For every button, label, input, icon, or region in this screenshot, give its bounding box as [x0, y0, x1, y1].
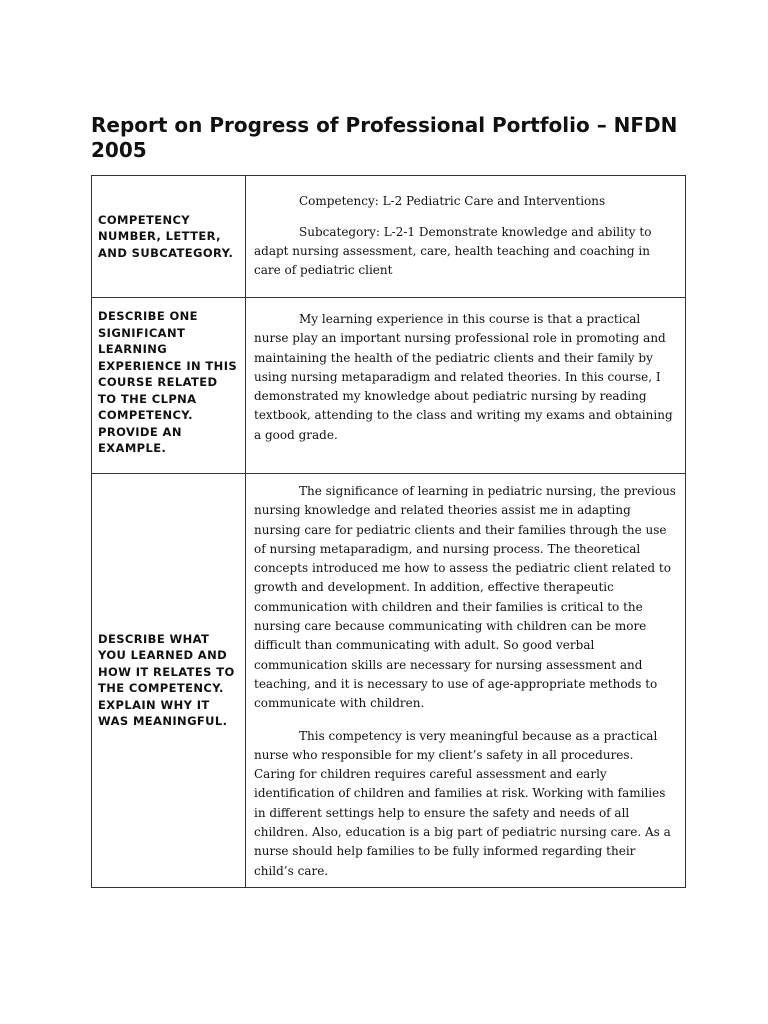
- learning-experience-paragraph: My learning experience in this course is that a practical nurse play an important nursing professional role in promoting and maintaining the health of the pediatric clients and their family by using nursing metaparadigm and related theories. In this course, I demonstrated my knowledge about pediatric nursing by reading textbook, attending to the class and writing my exams and obtaining a good grade.: [254, 312, 673, 442]
- row-label-what-learned: DESCRIBE WHAT YOU LEARNED AND HOW IT RELATES TO THE COMPETENCY. EXPLAIN WHY IT WAS MEANINGFUL.: [92, 474, 246, 888]
- what-learned-content: [246, 474, 686, 888]
- competency-content: [246, 176, 686, 298]
- learning-experience-content: [246, 298, 686, 474]
- portfolio-table: [91, 175, 686, 888]
- subcategory-text: Subcategory: L-2-1 Demonstrate knowledge and ability to adapt nursing assessment, care, health teaching and coaching in care of pediatric client: [254, 224, 652, 278]
- row-label-learning-experience: DESCRIBE ONE SIGNIFICANT LEARNING EXPERIENCE IN THIS COURSE RELATED TO THE CLPNA COMPETENCY. PROVIDE AN EXAMPLE.: [92, 298, 246, 474]
- page-title: Report on Progress of Professional Portfolio – NFDN 2005: [91, 113, 678, 162]
- what-learned-paragraph-2: This competency is very meaningful because as a practical nurse who responsible for my client’s safety in all procedures. Caring for children requires careful assessment and early identification of children and families at risk. Working with families in different settings help to ensure the safety and needs of all children. Also, education is a big part of pediatric nursing care. As a nurse should help families to be fully informed regarding their child’s care.: [254, 728, 671, 878]
- table-row: [92, 474, 686, 888]
- table-row: [92, 298, 686, 474]
- competency-text: Competency: L-2 Pediatric Care and Interventions: [299, 194, 606, 209]
- what-learned-paragraph-1: The significance of learning in pediatric nursing, the previous nursing knowledge and related theories assist me in adapting nursing care for pediatric clients and their families through the use of nursing metaparadigm, and nursing process. The theoretical concepts introduced me how to assess the pediatric client related to growth and development. In addition, effective therapeutic communication with children and their families is critical to the nursing care because communicating with children can be more difficult than communicating with adult. So good verbal communication skills are necessary for nursing assessment and teaching, and it is necessary to use of age-appropriate methods to communicate with children.: [254, 484, 676, 711]
- table-row: [92, 176, 686, 298]
- row-label-competency: COMPETENCY NUMBER, LETTER, AND SUBCATEGORY.: [92, 176, 246, 298]
